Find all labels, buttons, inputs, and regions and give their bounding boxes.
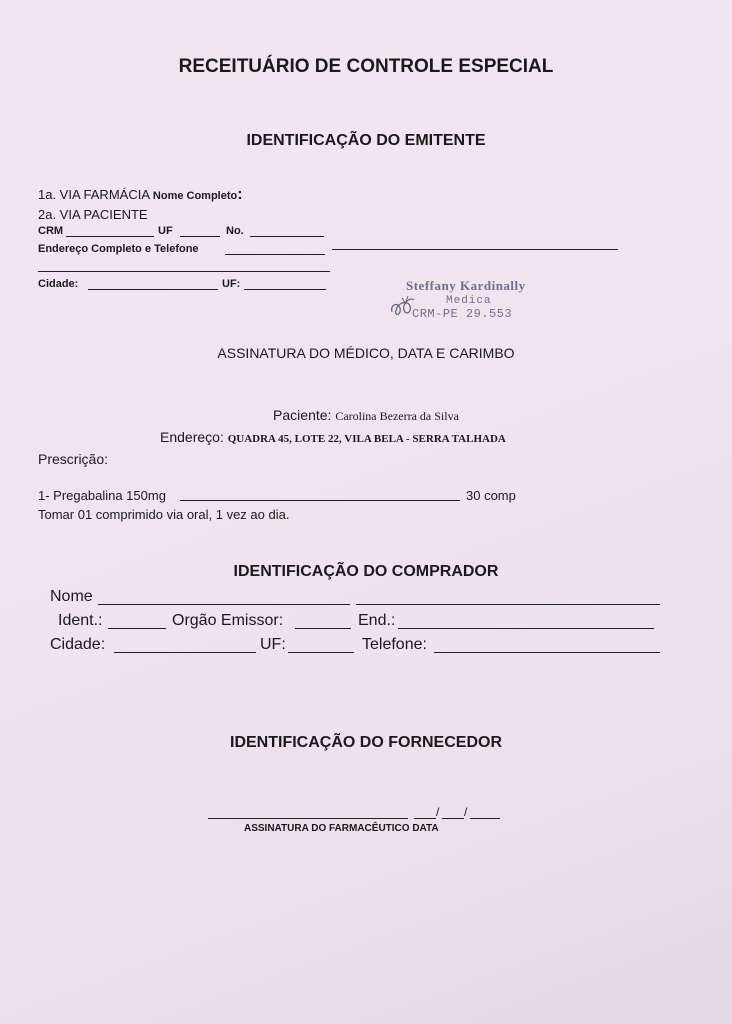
- comprador-telefone-field[interactable]: [434, 652, 660, 653]
- nome-completo-label: Nome Completo: [152, 190, 238, 202]
- paciente-line: [0, 407, 732, 424]
- date-month-field[interactable]: [442, 818, 464, 819]
- comprador-orgao-field[interactable]: [295, 628, 351, 629]
- via-farmacia-line: [38, 186, 243, 204]
- uf2-label: UF:: [222, 278, 241, 290]
- no-field[interactable]: [250, 236, 324, 237]
- cidade-label: Cidade:: [38, 278, 79, 290]
- comprador-uf-field[interactable]: [288, 652, 354, 653]
- assinatura-farmaceutico-label: ASSINATURA DO FARMACÊUTICO DATA: [244, 823, 439, 834]
- emitente-heading: IDENTIFICAÇÃO DO EMITENTE: [246, 132, 486, 149]
- comprador-heading: IDENTIFICAÇÃO DO COMPRADOR: [233, 563, 499, 580]
- via-farmacia-label: 1a. VIA FARMÁCIA: [38, 187, 150, 202]
- nome-colon: :: [237, 186, 243, 203]
- comprador-end-field[interactable]: [398, 628, 654, 629]
- prescricao-label: Prescrição:: [38, 451, 109, 467]
- farmaceutico-signature-field[interactable]: [208, 818, 408, 819]
- uf-field[interactable]: [180, 236, 220, 237]
- assinatura-medico-label: ASSINATURA DO MÉDICO, DATA E CARIMBO: [217, 345, 515, 361]
- endereco-field-2[interactable]: [332, 249, 618, 250]
- fornecedor-heading: IDENTIFICAÇÃO DO FORNECEDOR: [230, 734, 502, 751]
- endereco-field-1[interactable]: [225, 254, 325, 255]
- doctor-stamp: [388, 278, 548, 328]
- comprador-uf-label: UF:: [260, 636, 286, 653]
- document-title: RECEITUÁRIO DE CONTROLE ESPECIAL: [178, 56, 554, 77]
- comprador-ident-field[interactable]: [108, 628, 166, 629]
- date-year-field[interactable]: [470, 818, 500, 819]
- paciente-value: Carolina Bezerra da Silva: [335, 409, 459, 423]
- comprador-cidade-field[interactable]: [114, 652, 256, 653]
- stamp-crm: CRM-PE 29.553: [412, 307, 513, 321]
- endereco-field-3[interactable]: [38, 271, 330, 272]
- no-label: No.: [226, 225, 244, 237]
- stamp-name: Steffany Kardinally: [406, 278, 526, 293]
- comprador-end-label: End.:: [358, 612, 396, 629]
- via-paciente-label: 2a. VIA PACIENTE: [38, 207, 148, 222]
- comprador-nome-label: Nome: [50, 588, 93, 605]
- prescricao-item: 1- Pregabalina 150mg: [38, 488, 166, 503]
- cidade-field[interactable]: [88, 289, 218, 290]
- paciente-endereco-line: [160, 429, 506, 445]
- comprador-cidade-label: Cidade:: [50, 636, 106, 653]
- prescricao-item-line: [180, 500, 460, 501]
- date-day-field[interactable]: [414, 818, 436, 819]
- paciente-endereco-value: QUADRA 45, LOTE 22, VILA BELA - SERRA TALHADA: [227, 433, 506, 445]
- uf-label: UF: [158, 225, 173, 237]
- crm-label: CRM: [38, 225, 64, 237]
- prescricao-qty: 30 comp: [466, 488, 516, 503]
- comprador-orgao-label: Orgão Emissor:: [172, 612, 284, 629]
- comprador-telefone-label: Telefone:: [362, 636, 427, 653]
- date-sep-2: /: [464, 805, 468, 819]
- uf2-field[interactable]: [244, 289, 326, 290]
- paciente-endereco-label: Endereço:: [160, 429, 224, 445]
- prescricao-instructions: Tomar 01 comprimido via oral, 1 vez ao dia.: [38, 507, 290, 522]
- comprador-ident-label: Ident.:: [58, 612, 103, 629]
- paciente-label: Paciente:: [273, 407, 332, 423]
- comprador-nome-field-2[interactable]: [356, 604, 660, 605]
- endereco-label: Endereço Completo e Telefone: [38, 243, 199, 255]
- comprador-nome-field-1[interactable]: [98, 604, 350, 605]
- crm-field[interactable]: [66, 236, 154, 237]
- stamp-role: Medica: [446, 295, 492, 307]
- date-sep-1: /: [436, 805, 440, 819]
